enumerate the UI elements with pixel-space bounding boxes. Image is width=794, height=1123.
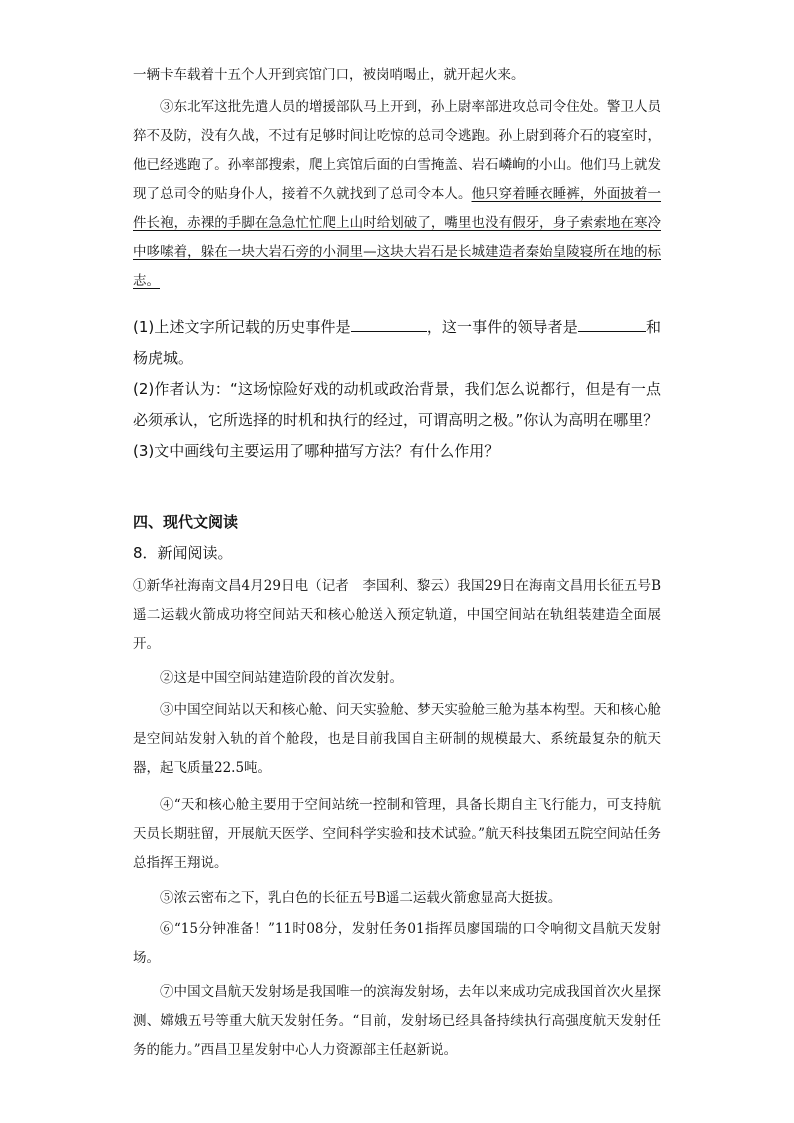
news-paragraph-6: ⑥“15分钟准备！”11时08分，发射任务01指挥员廖国瑞的口令响彻文昌航天发射场。: [133, 921, 661, 966]
q1-part-a: (1)上述文字所记载的历史事件是: [133, 318, 351, 336]
q1-part-c: 和杨虎城。: [133, 318, 661, 367]
news-paragraph-2: ②这是中国空间站建造阶段的首次发射。: [160, 670, 403, 686]
story-paragraph-3: [133, 93, 661, 296]
story-p3-text: ③东北军这批先遣人员的增援部队马上开到，孙上尉率部进攻总司令住处。警卫人员猝不及防，没有久战，不过有足够时间让吃惊的总司令逃跑。孙上尉到蒋介石的寝室时，他已经逃跑了。孙率部搜索，爬上宾馆后面的白雪掩盖、岩石嶙峋的小山。他们马上就发现了总司令的贴身仆人，接着不久就找到了总司令本人。: [133, 99, 661, 202]
question-3: (3)文中画线句主要运用了哪种描写方法？有什么作用？: [133, 442, 500, 460]
item-label: 8．新闻阅读。: [133, 544, 233, 562]
news-paragraph-3: ③中国空间站以天和核心舱、问天实验舱、梦天实验舱三舱为基本构型。天和核心舱是空间站发射入轨的首个舱段，也是目前我国自主研制的规模最大、系统最复杂的航天器，起飞质量22.5吨。: [133, 702, 661, 776]
question-1: [133, 312, 661, 374]
section-heading: 四、现代文阅读: [133, 513, 239, 531]
news-paragraph-5: ⑤浓云密布之下，乳白色的长征五号B遥二运载火箭愈显高大挺拔。: [160, 890, 562, 906]
story-line-0: 一辆卡车载着十五个人开到宾馆门口，被岗哨喝止，就开起火来。: [133, 67, 525, 83]
underlined-sentence: 他只穿着睡衣睡裤，外面披着一件长袍，赤裸的手脚在急急忙忙爬上山时给划破了，嘴里也没有假牙，身子索索地在寒冷中哆嗦着，躲在一块大岩石旁的小洞里—这块大岩石是长城建造者秦始皇陵寝所在地的标志。: [133, 186, 662, 289]
answer-blank-2[interactable]: [578, 315, 646, 332]
news-paragraph-1: ①新华社海南文昌4月29日电（记者 李国利、黎云）我国29日在海南文昌用长征五号B遥二运载火箭成功将空间站天和核心舱送入预定轨道，中国空间站在轨组装建造全面展开。: [133, 578, 661, 652]
answer-blank-1[interactable]: [351, 315, 427, 332]
news-paragraph-4: ④“天和核心舱主要用于空间站统一控制和管理，具备长期自主飞行能力，可支持航天员长期驻留，开展航天医学、空间科学实验和技术试验。”航天科技集团五院空间站任务总指挥王翔说。: [133, 797, 661, 871]
question-2: (2)作者认为：“这场惊险好戏的动机或政治背景，我们怎么说都行，但是有一点必须承认，它所选择的时机和执行的经过，可谓高明之极。”你认为高明在哪里？: [133, 380, 661, 429]
q1-part-b: ，这一事件的领导者是: [426, 318, 578, 336]
news-paragraph-7: ⑦中国文昌航天发射场是我国唯一的滨海发射场，去年以来成功完成我国首次火星探测、嫦娥五号等重大航天发射任务。“目前，发射场已经具备持续执行高强度航天发射任务的能力。”西昌卫星发射中心人力资源部主任赵新说。: [133, 984, 661, 1058]
